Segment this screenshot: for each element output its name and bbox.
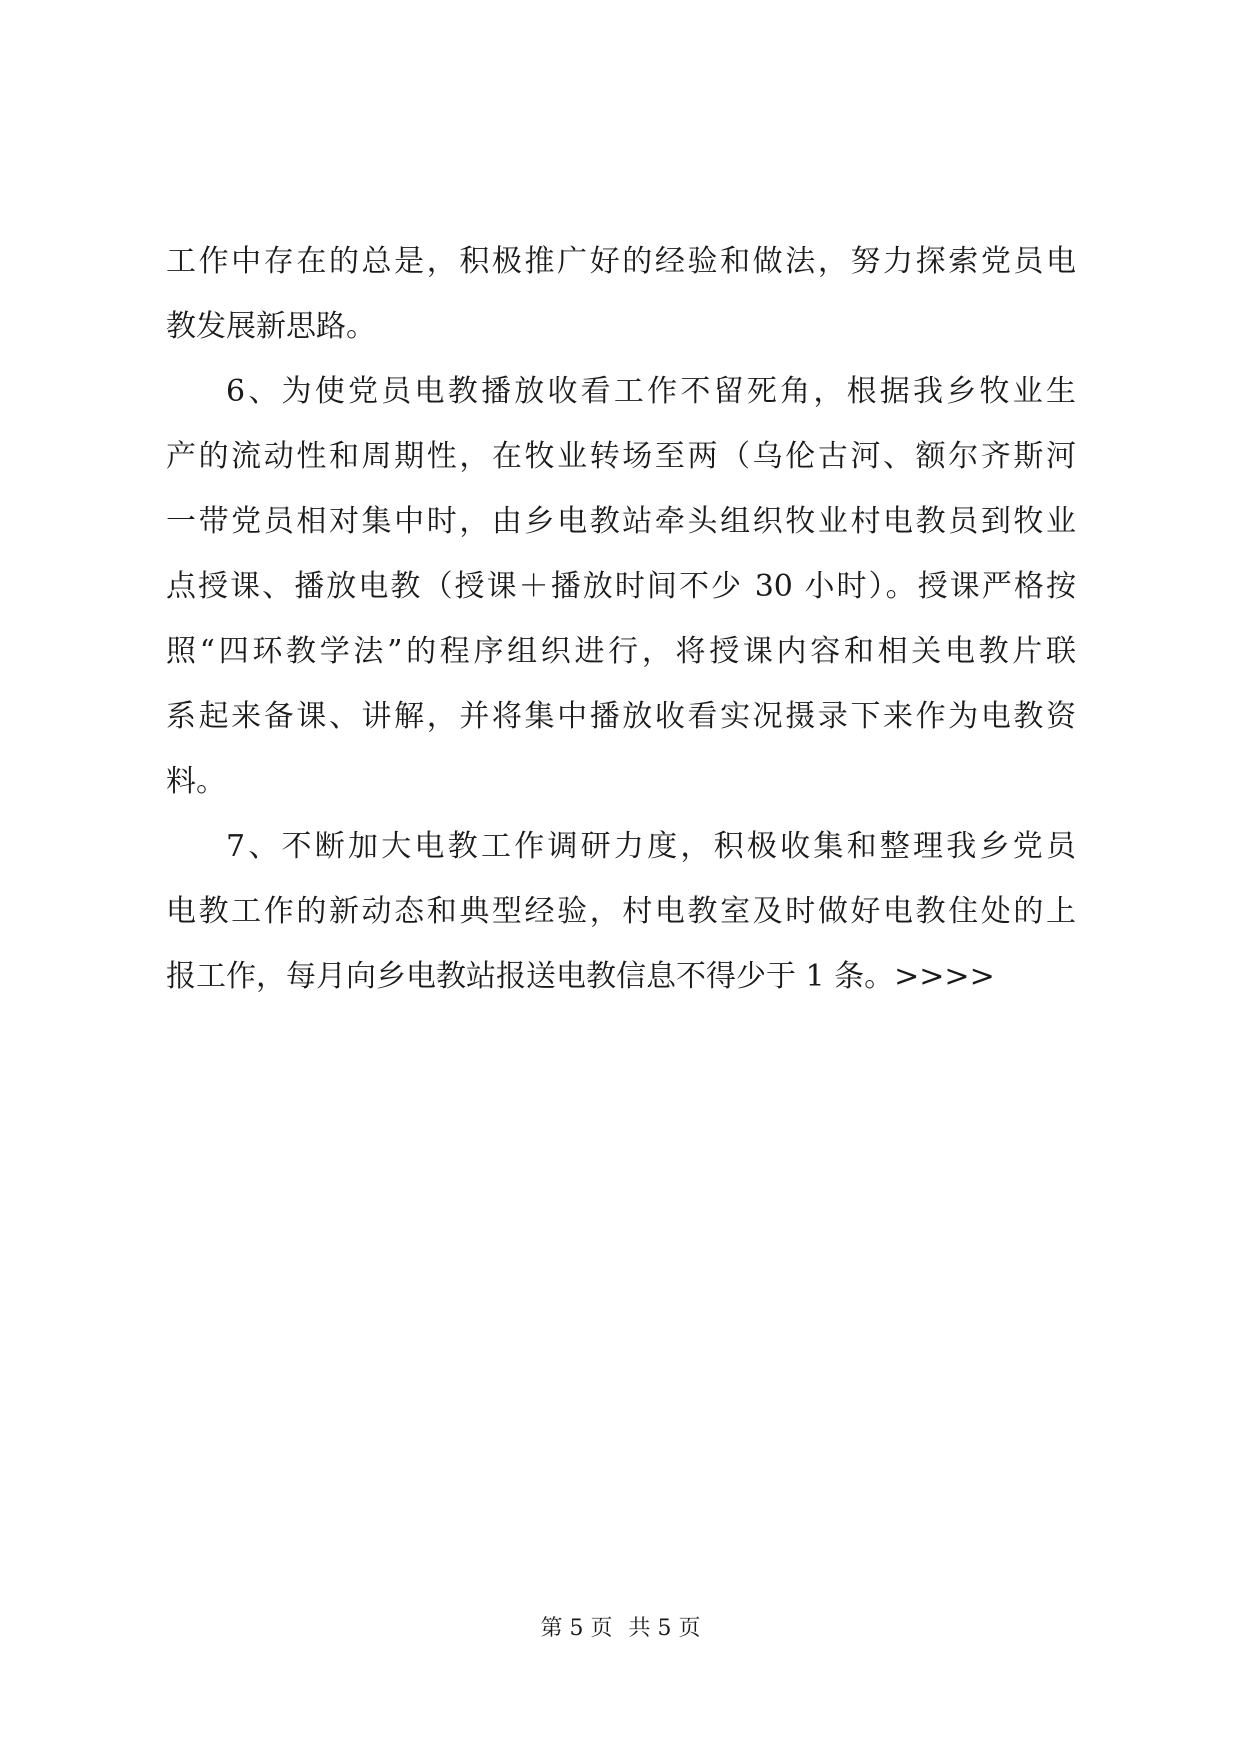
text-line: 系起来备课、讲解，并将集中播放收看实况摄录下来作为电教资 — [166, 699, 1076, 734]
page-footer — [0, 1614, 1241, 1644]
text-line: 照“四环教学法”的程序组织进行，将授课内容和相关电教片联 — [166, 634, 1076, 669]
body-text — [166, 229, 1076, 1009]
page-number: 第 5 页 — [540, 1616, 613, 1641]
text-line: 点授课、播放电教（授课＋播放时间不少 30 小时）。授课严格按 — [166, 569, 1076, 604]
page-total: 共 5 页 — [628, 1616, 701, 1641]
paragraph-6-first-line: 6、为使党员电教播放收看工作不留死角，根据我乡牧业生 — [226, 374, 1076, 409]
text-line: 工作中存在的总是，积极推广好的经验和做法，努力探索党员电 — [166, 244, 1076, 279]
text-line: 电教工作的新动态和典型经验，村电教室及时做好电教住处的上 — [166, 894, 1076, 929]
paragraph-7-first-line: 7、不断加大电教工作调研力度，积极收集和整理我乡党员 — [226, 829, 1076, 864]
text-line: 料。 — [166, 764, 226, 799]
text-line: 报工作，每月向乡电教站报送电教信息不得少于 1 条。>>>> — [166, 959, 995, 994]
text-line: 产的流动性和周期性，在牧业转场至两（乌伦古河、额尔齐斯河 — [166, 439, 1076, 474]
text-line: 教发展新思路。 — [166, 309, 376, 344]
text-line: 一带党员相对集中时，由乡电教站牵头组织牧业村电教员到牧业 — [166, 504, 1076, 539]
